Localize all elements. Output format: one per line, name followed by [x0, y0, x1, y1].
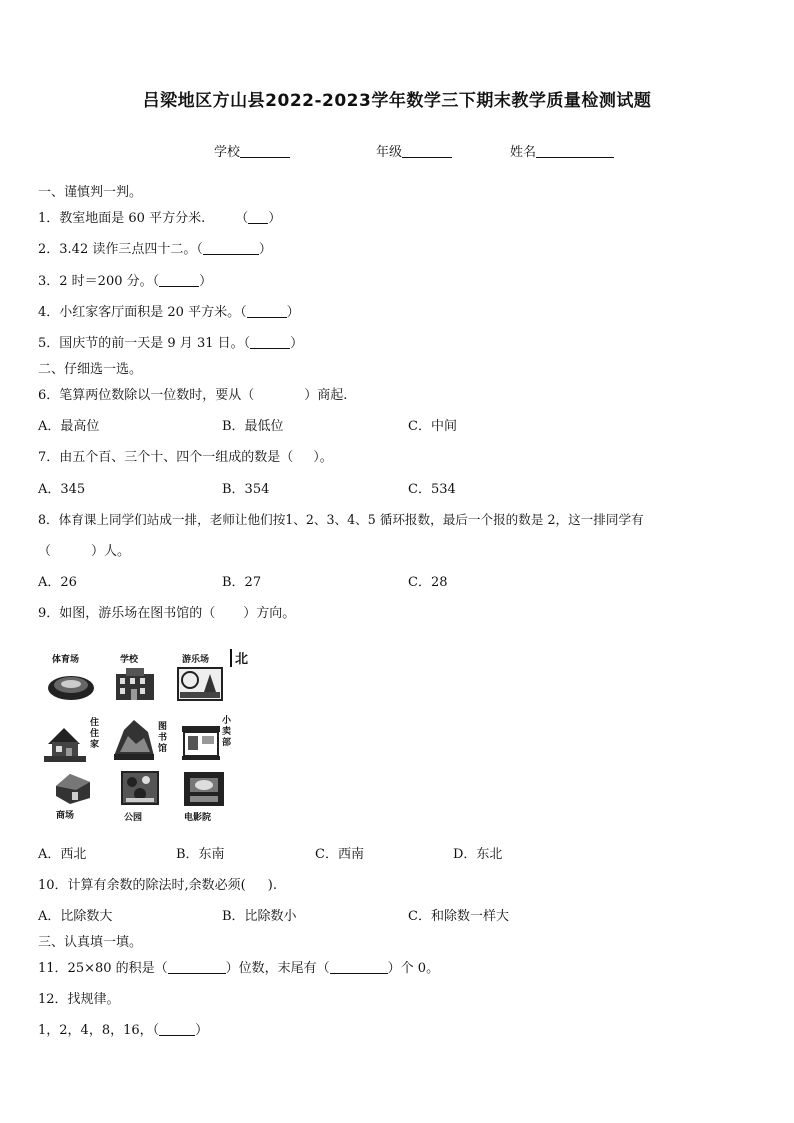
question-2: 2．3.42 读作三点四十二。（ ）	[38, 242, 272, 257]
school-label: 学校	[214, 145, 241, 160]
house-icon	[44, 722, 90, 766]
grade-label: 年级	[376, 145, 403, 160]
q9-option-b[interactable]: B．东南	[176, 847, 225, 862]
q8-option-b[interactable]: B．27	[222, 575, 262, 590]
answer-blank[interactable]	[203, 242, 259, 255]
q7-option-c[interactable]: C．534	[408, 482, 456, 497]
school-field[interactable]	[214, 141, 290, 160]
q7-option-b[interactable]: B．354	[222, 482, 270, 497]
q10-option-b[interactable]: B．比除数小	[222, 909, 297, 924]
q8-option-a[interactable]: A．26	[38, 575, 77, 590]
question-7: 7．由五个百、三个十、四个一组成的数是（ ）。	[38, 450, 333, 465]
shop-icon	[178, 722, 224, 766]
section-1-heading: 一、谨慎判一判。	[38, 185, 143, 200]
map-cell-school: 学校	[110, 650, 170, 708]
question-3: 3．2 时＝200 分。（ ）	[38, 274, 213, 289]
map-cell-library: 图书馆	[110, 714, 170, 772]
question-12: 12．找规律。	[38, 992, 120, 1007]
map-cell-park: 公园	[110, 770, 170, 828]
map-cell-shop: 小卖部	[176, 714, 236, 772]
answer-blank[interactable]	[247, 305, 287, 318]
q10-option-c[interactable]: C．和除数一样大	[408, 909, 509, 924]
map-cell-residence: 住住家	[44, 714, 104, 772]
map-cell-amusement-park: 游乐场	[176, 650, 236, 708]
map-cell-mall: 商场	[44, 770, 104, 828]
section-2-heading: 二、仔细选一选。	[38, 362, 143, 377]
grade-blank[interactable]	[402, 144, 452, 158]
q10-option-a[interactable]: A．比除数大	[38, 909, 113, 924]
q9-option-c[interactable]: C．西南	[315, 847, 364, 862]
q6-option-b[interactable]: B．最低位	[222, 419, 284, 434]
name-label: 姓名	[510, 145, 537, 160]
stadium-icon	[46, 664, 96, 704]
question-5: 5．国庆节的前一天是 9 月 31 日。（ ）	[38, 336, 304, 351]
q6-option-c[interactable]: C．中间	[408, 419, 457, 434]
park-icon	[118, 770, 162, 808]
q7-option-a[interactable]: A．345	[38, 482, 86, 497]
amusement-park-icon	[176, 664, 226, 704]
question-11: 11．25×80 的积是（ ）位数，末尾有（ ）个 0。	[38, 961, 440, 976]
q8-option-c[interactable]: C．28	[408, 575, 448, 590]
mall-icon	[50, 770, 100, 806]
question-8: 8．体育课上同学们站成一排，老师让他们按1、2、3、4、5 循环报数，最后一个报的数是 2，这一排同学有	[38, 512, 644, 527]
school-blank[interactable]	[240, 144, 290, 158]
q6-option-a[interactable]: A．最高位	[38, 419, 100, 434]
map-figure	[40, 644, 260, 826]
question-6: 6．笔算两位数除以一位数时，要从（ ）商起.	[38, 388, 348, 403]
answer-blank[interactable]	[168, 961, 226, 974]
grade-field[interactable]	[376, 141, 452, 160]
answer-blank[interactable]	[248, 211, 268, 224]
question-9: 9．如图，游乐场在图书馆的（ ）方向。	[38, 606, 296, 621]
question-1: 1．教室地面是 60 平方分米. （ ）	[38, 211, 282, 226]
school-icon	[112, 664, 162, 704]
q9-option-a[interactable]: A．西北	[38, 847, 87, 862]
section-3-heading: 三、认真填一填。	[38, 935, 143, 950]
answer-blank[interactable]	[159, 274, 199, 287]
question-4: 4．小红家客厅面积是 20 平方米。（ ）	[38, 305, 300, 320]
map-cell-cinema: 电影院	[176, 770, 236, 828]
page-title: 吕梁地区方山县2022-2023学年数学三下期末教学质量检测试题	[142, 91, 652, 111]
question-8-line2: （ ）人。	[38, 544, 131, 559]
question-12-sequence: 1，2，4，8，16，（ ）	[38, 1023, 209, 1038]
north-label: 北	[230, 648, 248, 667]
name-blank[interactable]	[536, 144, 614, 158]
answer-blank[interactable]	[250, 336, 290, 349]
cinema-icon	[182, 770, 226, 808]
name-field[interactable]	[510, 141, 614, 160]
answer-blank[interactable]	[330, 961, 388, 974]
q9-option-d[interactable]: D．东北	[453, 847, 503, 862]
question-10: 10．计算有余数的除法时,余数必须( ).	[38, 878, 277, 893]
library-icon	[110, 716, 158, 764]
map-cell-stadium: 体育场	[44, 650, 104, 708]
answer-blank[interactable]	[159, 1023, 195, 1036]
